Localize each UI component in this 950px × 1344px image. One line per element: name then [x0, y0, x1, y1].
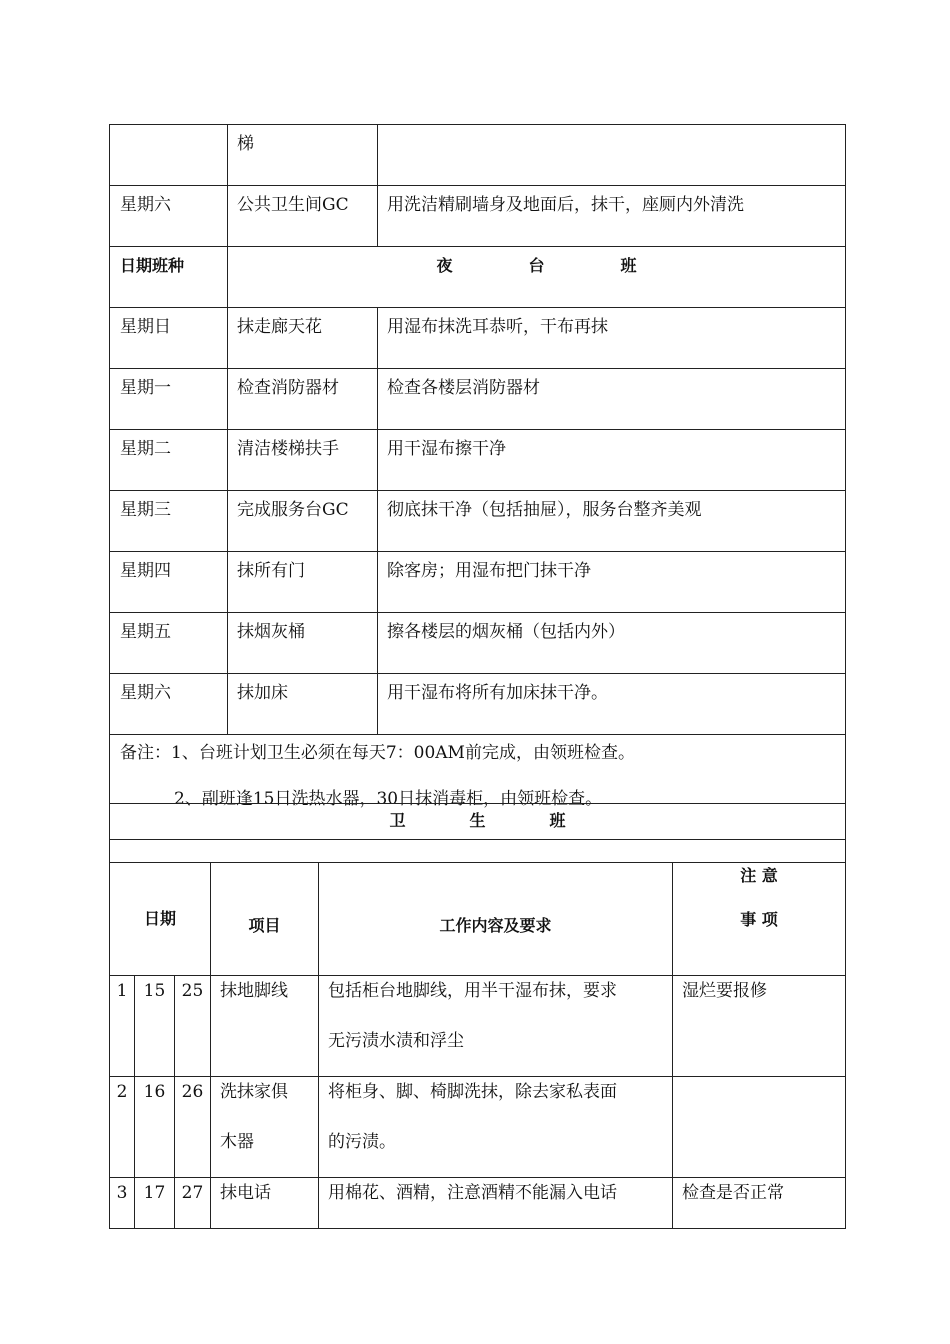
detail-cell: 用洗洁精刷墙身及地面后，抹干，座厕内外清洗 [378, 186, 846, 247]
table-row [110, 430, 846, 491]
detail-cell: 擦各楼层的烟灰桶（包括内外） [378, 613, 846, 674]
day-cell: 星期二 [110, 430, 228, 491]
date-header: 日期 [110, 863, 211, 976]
requirements-cell: 将柜身、脚、椅脚洗抹，除去家私表面 的污渍。 [319, 1077, 673, 1178]
task-cell: 抹走廊天花 [228, 308, 378, 369]
night-shift-title: 夜 台 班 [228, 247, 846, 308]
day-cell [110, 125, 228, 186]
detail-cell: 检查各楼层消防器材 [378, 369, 846, 430]
date-cell: 17 [135, 1178, 175, 1229]
sanitation-shift-table [109, 803, 846, 1229]
task-cell: 清洁楼梯扶手 [228, 430, 378, 491]
note-cell: 检查是否正常 [673, 1178, 846, 1229]
table-row [110, 674, 846, 735]
item-cell: 抹电话 [211, 1178, 319, 1229]
day-cell: 星期日 [110, 308, 228, 369]
detail-cell: 彻底抹干净（包括抽屉），服务台整齐美观 [378, 491, 846, 552]
note-cell: 湿烂要报修 [673, 976, 846, 1077]
day-cell: 星期三 [110, 491, 228, 552]
shift-type-label: 日期班种 [110, 247, 228, 308]
table-row [110, 1178, 846, 1229]
date-cell: 27 [175, 1178, 211, 1229]
day-cell: 星期六 [110, 186, 228, 247]
task-cell: 完成服务台GC [228, 491, 378, 552]
note-line-1: 备注：1、台班计划卫生必须在每天7：00AM前完成，由领班检查。 [120, 743, 635, 763]
requirements-cell: 用棉花、酒精，注意酒精不能漏入电话 [319, 1178, 673, 1229]
task-cell: 公共卫生间GC [228, 186, 378, 247]
night-shift-header-row [110, 247, 846, 308]
table-row [110, 186, 846, 247]
requirements-cell: 包括柜台地脚线，用半干湿布抹，要求 无污渍水渍和浮尘 [319, 976, 673, 1077]
detail-cell: 用干湿布擦干净 [378, 430, 846, 491]
date-cell: 25 [175, 976, 211, 1077]
detail-cell [378, 125, 846, 186]
date-cell: 2 [110, 1077, 135, 1178]
detail-cell: 用干湿布将所有加床抹干净。 [378, 674, 846, 735]
task-cell: 梯 [228, 125, 378, 186]
day-cell: 星期四 [110, 552, 228, 613]
task-cell: 抹所有门 [228, 552, 378, 613]
table-row [110, 369, 846, 430]
table-row [110, 125, 846, 186]
note-cell [673, 1077, 846, 1178]
sanitation-title-row [110, 804, 846, 863]
date-cell: 16 [135, 1077, 175, 1178]
task-cell: 抹烟灰桶 [228, 613, 378, 674]
task-cell: 检查消防器材 [228, 369, 378, 430]
date-cell: 26 [175, 1077, 211, 1178]
date-cell: 1 [110, 976, 135, 1077]
requirements-header: 工作内容及要求 [319, 863, 673, 976]
date-cell: 3 [110, 1178, 135, 1229]
table-row [110, 1077, 846, 1178]
date-cell: 15 [135, 976, 175, 1077]
item-cell: 洗抹家俱 木器 [211, 1077, 319, 1178]
task-cell: 抹加床 [228, 674, 378, 735]
header-row [110, 863, 846, 976]
night-shift-schedule-table [109, 124, 846, 840]
table-row [110, 976, 846, 1077]
detail-cell: 用湿布抹洗耳恭听，干布再抹 [378, 308, 846, 369]
detail-cell: 除客房；用湿布把门抹干净 [378, 552, 846, 613]
day-cell: 星期五 [110, 613, 228, 674]
table-row [110, 308, 846, 369]
notes-header: 注 意 事 项 [673, 863, 846, 976]
day-cell: 星期一 [110, 369, 228, 430]
item-header: 项目 [211, 863, 319, 976]
sanitation-title: 卫 生 班 [110, 804, 846, 863]
table-row [110, 613, 846, 674]
table-row [110, 491, 846, 552]
table-row [110, 552, 846, 613]
day-cell: 星期六 [110, 674, 228, 735]
item-cell: 抹地脚线 [211, 976, 319, 1077]
note-line-2: 2、副班逢15日洗热水器，30日抹消毒柜，由领班检查。 [174, 789, 603, 809]
